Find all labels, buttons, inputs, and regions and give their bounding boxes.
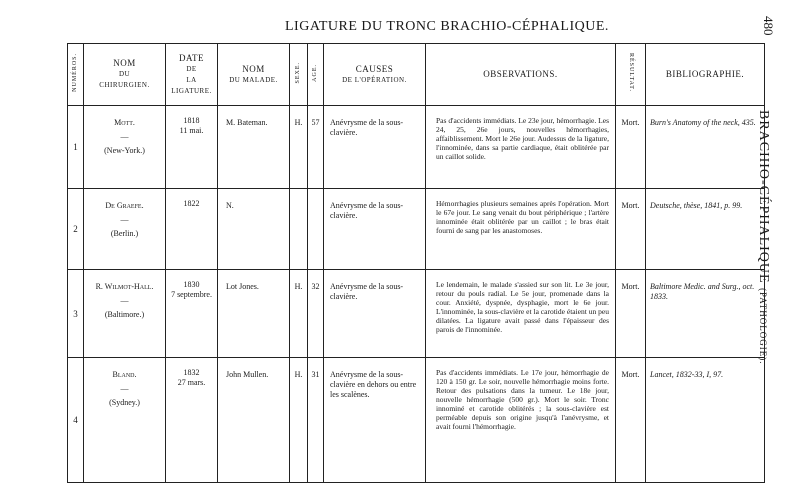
page-number: 480 [761, 16, 776, 36]
observations-text: Pas d'accidents immédiats. Le 17e jour, hémorrhagie de 120 à 150 gr. Le soir, nouvelle hémorrhagie moins forte. Retour des pulsations dans la tumeur. Le 18e jour, nouvelle hémorrhagie (500 gr.). Mort le soir. Tronc innominé et carotide oblitérés ; la sous-clavière est perméable depuis son origine jusqu'à l'anévrysme, et avait fourni l'hémorrhagie. [426, 358, 616, 483]
patient-sex: H. [290, 106, 308, 189]
ligature-date: 1818 11 mai. [166, 106, 218, 189]
table-row [68, 270, 765, 358]
separator-dash: — [120, 215, 129, 224]
result: Mort. [616, 106, 646, 189]
surgeon-cell [84, 106, 166, 189]
header-observations [426, 44, 616, 106]
header-chirurgien-3: CHIRURGIEN. [99, 81, 150, 89]
header-chirurgien-2: DU [118, 70, 131, 78]
separator-dash: — [120, 296, 129, 305]
patient-name: John Mullen. [218, 358, 290, 483]
surgeon-place: (New-York.) [104, 146, 145, 155]
header-malade-2: DU MALADE. [229, 75, 278, 84]
header-date-3: LA LIGATURE. [171, 75, 212, 95]
bibliography: Baltimore Medic. and Surg., oct. 1833. [646, 270, 765, 358]
result: Mort. [616, 270, 646, 358]
patient-sex: H. [290, 270, 308, 358]
header-causes-1: CAUSES [355, 63, 394, 74]
bibliography: Lancet, 1832-33, I, 97. [646, 358, 765, 483]
bibliography: Deutsche, thèse, 1841, p. 99. [646, 189, 765, 270]
surgeon-name: De Graefe. [105, 201, 144, 210]
surgeon-cell [84, 270, 166, 358]
surgeon-place: (Sydney.) [109, 398, 140, 407]
patient-age: 32 [308, 270, 324, 358]
side-subtitle: (PATHOLOGIE). [758, 288, 768, 365]
row-number: 3 [68, 270, 84, 358]
result: Mort. [616, 358, 646, 483]
table-row [68, 189, 765, 270]
header-bibliographie-text: BIBLIOGRAPHIE. [665, 68, 745, 79]
header-causes-2: DE L'OPÉRATION. [342, 75, 407, 84]
side-title-text: BRACHIO-CÉPHALIQUE [756, 110, 771, 284]
surgeon-name: Mott. [114, 118, 135, 127]
page-title: LIGATURE DU TRONC BRACHIO-CÉPHALIQUE. [285, 19, 609, 34]
header-date [166, 44, 218, 106]
patient-age: 57 [308, 106, 324, 189]
surgeon-name: R. Wilmot-Hall. [95, 282, 154, 291]
header-age [308, 44, 324, 106]
header-row [68, 44, 765, 106]
header-bibliographie [646, 44, 765, 106]
header-date-1: DATE [179, 52, 204, 63]
header-malade-1: NOM [242, 63, 265, 74]
operation-cause: Anévrysme de la sous-clavière en dehors ou entre les scalènes. [324, 358, 426, 483]
header-causes [324, 44, 426, 106]
ligature-date: 1830 7 septembre. [166, 270, 218, 358]
result: Mort. [616, 189, 646, 270]
header-resultat [616, 44, 646, 106]
surgeon-name: Bland. [112, 370, 137, 379]
operation-cause: Anévrysme de la sous-clavière. [324, 106, 426, 189]
row-number: 4 [68, 358, 84, 483]
header-malade [218, 44, 290, 106]
patient-name: N. [218, 189, 290, 270]
bibliography: Burn's Anatomy of the neck, 435. [646, 106, 765, 189]
header-numero [68, 44, 84, 106]
ligature-date: 1832 27 mars. [166, 358, 218, 483]
header-sexe-text: SEXE. [295, 61, 301, 84]
header-sexe [290, 44, 308, 106]
row-number: 2 [68, 189, 84, 270]
surgeon-cell [84, 189, 166, 270]
table-row [68, 358, 765, 483]
surgeon-place: (Baltimore.) [104, 310, 145, 319]
patient-sex [290, 189, 308, 270]
table-row [68, 106, 765, 189]
patient-age: 31 [308, 358, 324, 483]
patient-name: M. Bateman. [218, 106, 290, 189]
header-chirurgien-1: NOM [113, 58, 136, 68]
ligature-table [67, 43, 765, 483]
ligature-date: 1822 [166, 189, 218, 270]
operation-cause: Anévrysme de la sous-clavière. [324, 270, 426, 358]
surgeon-cell [84, 358, 166, 483]
observations-text: Hémorrhagies plusieurs semaines après l'opération. Mort le 67e jour. Le sang venait du bout périphérique ; l'artère innominée était oblitérée par un caillot ; le bras était fourni de sang par les anastomoses. [426, 189, 616, 270]
header-resultat-text: RÉSULTAT. [628, 52, 634, 93]
separator-dash: — [120, 384, 129, 393]
separator-dash: — [120, 132, 129, 141]
header-numero-text: NUMÉROS. [72, 53, 78, 92]
header-age-text: AGE. [312, 63, 318, 82]
operation-cause: Anévrysme de la sous-clavière. [324, 189, 426, 270]
surgeon-place: (Berlin.) [110, 229, 139, 238]
patient-name: Lot Jones. [218, 270, 290, 358]
patient-age [308, 189, 324, 270]
row-number: 1 [68, 106, 84, 189]
header-observations-text: OBSERVATIONS. [483, 68, 558, 79]
header-chirurgien [84, 44, 166, 106]
patient-sex: H. [290, 358, 308, 483]
observations-text: Le lendemain, le malade s'assied sur son lit. Le 3e jour, retour du pouls radial. Le 5e jour, promenade dans la cour. Anxiété, dyspnée, dysphagie, mort le 6e jour. L'innominée, la sous-clavière et la carotide étaient un peu dilatées. La ligature avait passé dans l'épaisseur des parois de l'innominée. [426, 270, 616, 358]
header-date-2: DE [186, 64, 197, 73]
observations-text: Pas d'accidents immédiats. Le 23e jour, hémorrhagie. Les 24, 25, 26e jours, nouvelles hémorrhagies, affaiblissement. Mort le 26e jour. Audessus de la ligature, l'innominée, dans sa partie cardiaque, était oblitérée par un caillot solide. [426, 106, 616, 189]
